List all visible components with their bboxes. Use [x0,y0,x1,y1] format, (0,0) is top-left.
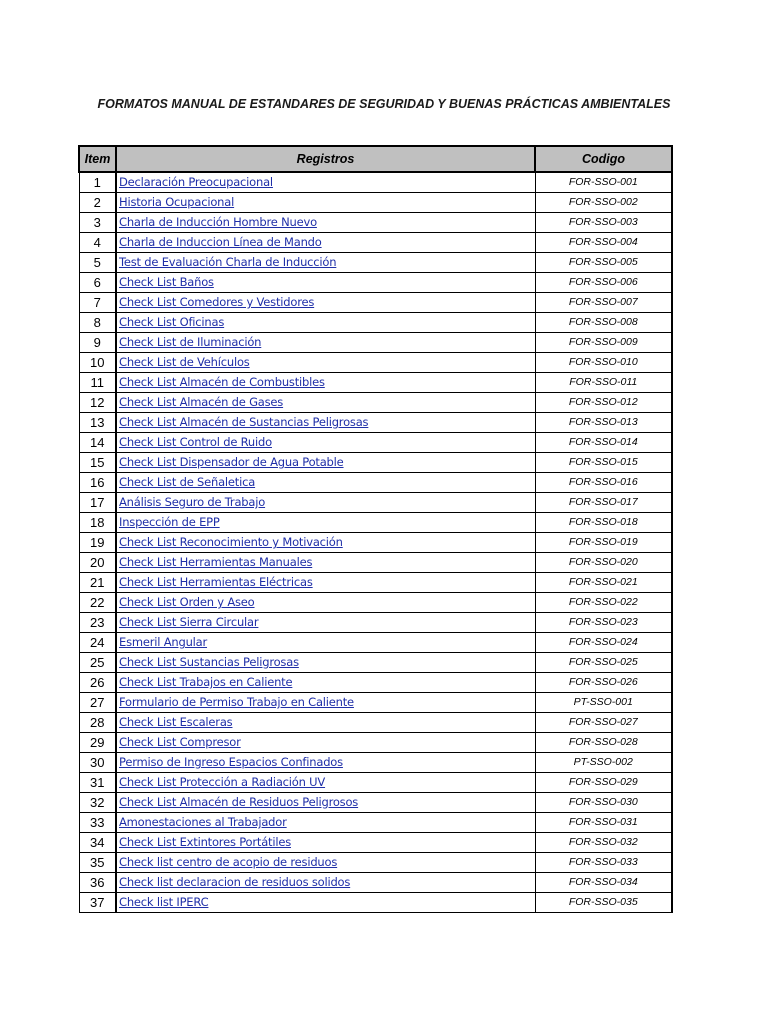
row-registro-cell [116,273,535,293]
registro-link[interactable]: Check List Reconocimiento y Motivación [119,535,343,549]
table-row [79,553,672,573]
registro-link[interactable]: Check List Trabajos en Caliente [119,675,293,689]
row-item-number: 23 [79,613,116,633]
row-codigo: FOR-SSO-008 [535,313,672,333]
registro-link[interactable]: Esmeril Angular [119,635,208,649]
registro-link[interactable]: Check List Herramientas Manuales [119,555,313,569]
row-codigo: FOR-SSO-023 [535,613,672,633]
row-codigo: FOR-SSO-003 [535,213,672,233]
row-item-number: 3 [79,213,116,233]
row-item-number: 19 [79,533,116,553]
row-codigo: FOR-SSO-022 [535,593,672,613]
row-codigo: FOR-SSO-035 [535,893,672,913]
row-codigo: FOR-SSO-001 [535,172,672,193]
table-row [79,593,672,613]
row-item-number: 28 [79,713,116,733]
registro-link[interactable]: Formulario de Permiso Trabajo en Caliente [119,695,354,709]
row-item-number: 17 [79,493,116,513]
table-row [79,693,672,713]
table-row [79,293,672,313]
row-registro-cell [116,393,535,413]
row-item-number: 8 [79,313,116,333]
row-registro-cell [116,773,535,793]
table-row [79,513,672,533]
table-row [79,393,672,413]
row-item-number: 12 [79,393,116,413]
table-row [79,433,672,453]
registro-link[interactable]: Check list centro de acopio de residuos [119,855,338,869]
row-registro-cell [116,193,535,213]
table-row [79,233,672,253]
registro-link[interactable]: Check List de Señaletica [119,475,256,489]
registros-table [78,145,673,913]
row-codigo: FOR-SSO-017 [535,493,672,513]
row-registro-cell [116,553,535,573]
registro-link[interactable]: Check list declaracion de residuos solidos [119,875,351,889]
row-codigo: FOR-SSO-026 [535,673,672,693]
row-registro-cell [116,313,535,333]
table-row [79,473,672,493]
table-row [79,813,672,833]
row-codigo: FOR-SSO-019 [535,533,672,553]
row-codigo: FOR-SSO-012 [535,393,672,413]
row-registro-cell [116,473,535,493]
registro-link[interactable]: Check List Protección a Radiación UV [119,775,326,789]
row-item-number: 10 [79,353,116,373]
row-item-number: 20 [79,553,116,573]
row-codigo: FOR-SSO-007 [535,293,672,313]
row-item-number: 9 [79,333,116,353]
registro-link[interactable]: Check List Almacén de Gases [119,395,284,409]
registro-link[interactable]: Check List Baños [119,275,214,289]
table-row [79,713,672,733]
registro-link[interactable]: Charla de Induccion Línea de Mando [119,235,322,249]
row-registro-cell [116,653,535,673]
registro-link[interactable]: Amonestaciones al Trabajador [119,815,287,829]
row-registro-cell [116,233,535,253]
row-codigo: PT-SSO-001 [535,693,672,713]
row-item-number: 24 [79,633,116,653]
row-codigo: FOR-SSO-018 [535,513,672,533]
row-registro-cell [116,793,535,813]
registro-link[interactable]: Check List Sustancias Peligrosas [119,655,299,669]
row-registro-cell [116,693,535,713]
row-registro-cell [116,433,535,453]
registro-link[interactable]: Check List Escaleras [119,715,233,729]
table-row [79,733,672,753]
table-row [79,793,672,813]
row-codigo: FOR-SSO-011 [535,373,672,393]
registro-link[interactable]: Check List Control de Ruido [119,435,272,449]
table-row [79,172,672,193]
registro-link[interactable]: Test de Evaluación Charla de Inducción [119,255,337,269]
row-registro-cell [116,573,535,593]
table-body [79,172,672,913]
row-item-number: 15 [79,453,116,473]
row-codigo: FOR-SSO-025 [535,653,672,673]
row-codigo: FOR-SSO-005 [535,253,672,273]
registro-link[interactable]: Check List de Iluminación [119,335,262,349]
row-item-number: 25 [79,653,116,673]
table-row [79,873,672,893]
row-item-number: 34 [79,833,116,853]
row-codigo: FOR-SSO-015 [535,453,672,473]
table-row [79,313,672,333]
row-item-number: 35 [79,853,116,873]
registro-link[interactable]: Check list IPERC [119,895,209,909]
row-item-number: 37 [79,893,116,913]
row-item-number: 26 [79,673,116,693]
registro-link[interactable]: Check List Compresor [119,735,241,749]
table-row [79,853,672,873]
registro-link[interactable]: Check List Almacén de Combustibles [119,375,325,389]
row-codigo: PT-SSO-002 [535,753,672,773]
table-row [79,753,672,773]
registro-link[interactable]: Check List Almacén de Sustancias Peligrosas [119,415,369,429]
row-registro-cell [116,493,535,513]
row-item-number: 18 [79,513,116,533]
row-codigo: FOR-SSO-032 [535,833,672,853]
registro-link[interactable]: Check List Sierra Circular [119,615,259,629]
table-row [79,453,672,473]
table-row [79,213,672,233]
table-row [79,333,672,353]
row-item-number: 13 [79,413,116,433]
registro-link[interactable]: Check List Comedores y Vestidores [119,295,315,309]
table-row [79,653,672,673]
row-registro-cell [116,373,535,393]
page-title: FORMATOS MANUAL DE ESTANDARES DE SEGURIDAD Y BUENAS PRÁCTICAS AMBIENTALES [97,97,671,111]
row-codigo: FOR-SSO-034 [535,873,672,893]
row-registro-cell [116,733,535,753]
row-codigo: FOR-SSO-013 [535,413,672,433]
row-item-number: 7 [79,293,116,313]
row-codigo: FOR-SSO-016 [535,473,672,493]
row-item-number: 4 [79,233,116,253]
table-row [79,413,672,433]
row-registro-cell [116,533,535,553]
table-row [79,533,672,553]
table-row [79,673,672,693]
row-item-number: 36 [79,873,116,893]
row-registro-cell [116,833,535,853]
registro-link[interactable]: Check List Dispensador de Agua Potable [119,455,344,469]
row-registro-cell [116,353,535,373]
row-registro-cell [116,613,535,633]
row-item-number: 5 [79,253,116,273]
table-row [79,893,672,913]
registro-link[interactable]: Permiso de Ingreso Espacios Confinados [119,755,343,769]
row-registro-cell [116,893,535,913]
row-item-number: 29 [79,733,116,753]
row-registro-cell [116,593,535,613]
header-codigo: Codigo [535,146,672,172]
row-item-number: 2 [79,193,116,213]
row-codigo: FOR-SSO-020 [535,553,672,573]
row-registro-cell [116,213,535,233]
row-registro-cell [116,713,535,733]
registro-link[interactable]: Check List Oficinas [119,315,225,329]
row-codigo: FOR-SSO-033 [535,853,672,873]
table-row [79,573,672,593]
header-item: Item [79,146,116,172]
row-codigo: FOR-SSO-021 [535,573,672,593]
row-registro-cell [116,513,535,533]
registro-link[interactable]: Check List de Vehículos [119,355,250,369]
row-item-number: 22 [79,593,116,613]
registro-link[interactable]: Análisis Seguro de Trabajo [119,495,266,509]
table-header-row [79,146,672,172]
row-codigo: FOR-SSO-029 [535,773,672,793]
row-registro-cell [116,753,535,773]
row-item-number: 6 [79,273,116,293]
row-item-number: 32 [79,793,116,813]
table-row [79,833,672,853]
registro-link[interactable]: Check List Extintores Portátiles [119,835,292,849]
row-registro-cell [116,453,535,473]
registro-link[interactable]: Historia Ocupacional [119,195,235,209]
row-codigo: FOR-SSO-024 [535,633,672,653]
row-codigo: FOR-SSO-009 [535,333,672,353]
row-registro-cell [116,413,535,433]
row-codigo: FOR-SSO-004 [535,233,672,253]
registro-link[interactable]: Inspección de EPP [119,515,220,529]
table-row [79,253,672,273]
row-codigo: FOR-SSO-010 [535,353,672,373]
row-codigo: FOR-SSO-028 [535,733,672,753]
registro-link[interactable]: Check List Almacén de Residuos Peligrosos [119,795,359,809]
row-codigo: FOR-SSO-027 [535,713,672,733]
row-registro-cell [116,853,535,873]
table-row [79,373,672,393]
row-codigo: FOR-SSO-031 [535,813,672,833]
row-item-number: 11 [79,373,116,393]
registro-link[interactable]: Check List Herramientas Eléctricas [119,575,313,589]
registro-link[interactable]: Charla de Inducción Hombre Nuevo [119,215,317,229]
row-item-number: 27 [79,693,116,713]
row-item-number: 30 [79,753,116,773]
row-item-number: 1 [79,172,116,193]
registro-link[interactable]: Check List Orden y Aseo [119,595,255,609]
row-registro-cell [116,633,535,653]
row-registro-cell [116,813,535,833]
row-registro-cell [116,253,535,273]
row-registro-cell [116,873,535,893]
row-registro-cell [116,172,535,193]
table-row [79,273,672,293]
row-codigo: FOR-SSO-030 [535,793,672,813]
row-registro-cell [116,333,535,353]
row-item-number: 14 [79,433,116,453]
row-codigo: FOR-SSO-006 [535,273,672,293]
registro-link[interactable]: Declaración Preocupacional [119,175,273,189]
header-registros: Registros [116,146,535,172]
row-item-number: 16 [79,473,116,493]
row-registro-cell [116,673,535,693]
row-registro-cell [116,293,535,313]
row-item-number: 21 [79,573,116,593]
row-item-number: 31 [79,773,116,793]
table-row [79,493,672,513]
row-codigo: FOR-SSO-002 [535,193,672,213]
table-row [79,613,672,633]
table-row [79,773,672,793]
table-row [79,353,672,373]
row-codigo: FOR-SSO-014 [535,433,672,453]
row-item-number: 33 [79,813,116,833]
table-row [79,633,672,653]
table-row [79,193,672,213]
